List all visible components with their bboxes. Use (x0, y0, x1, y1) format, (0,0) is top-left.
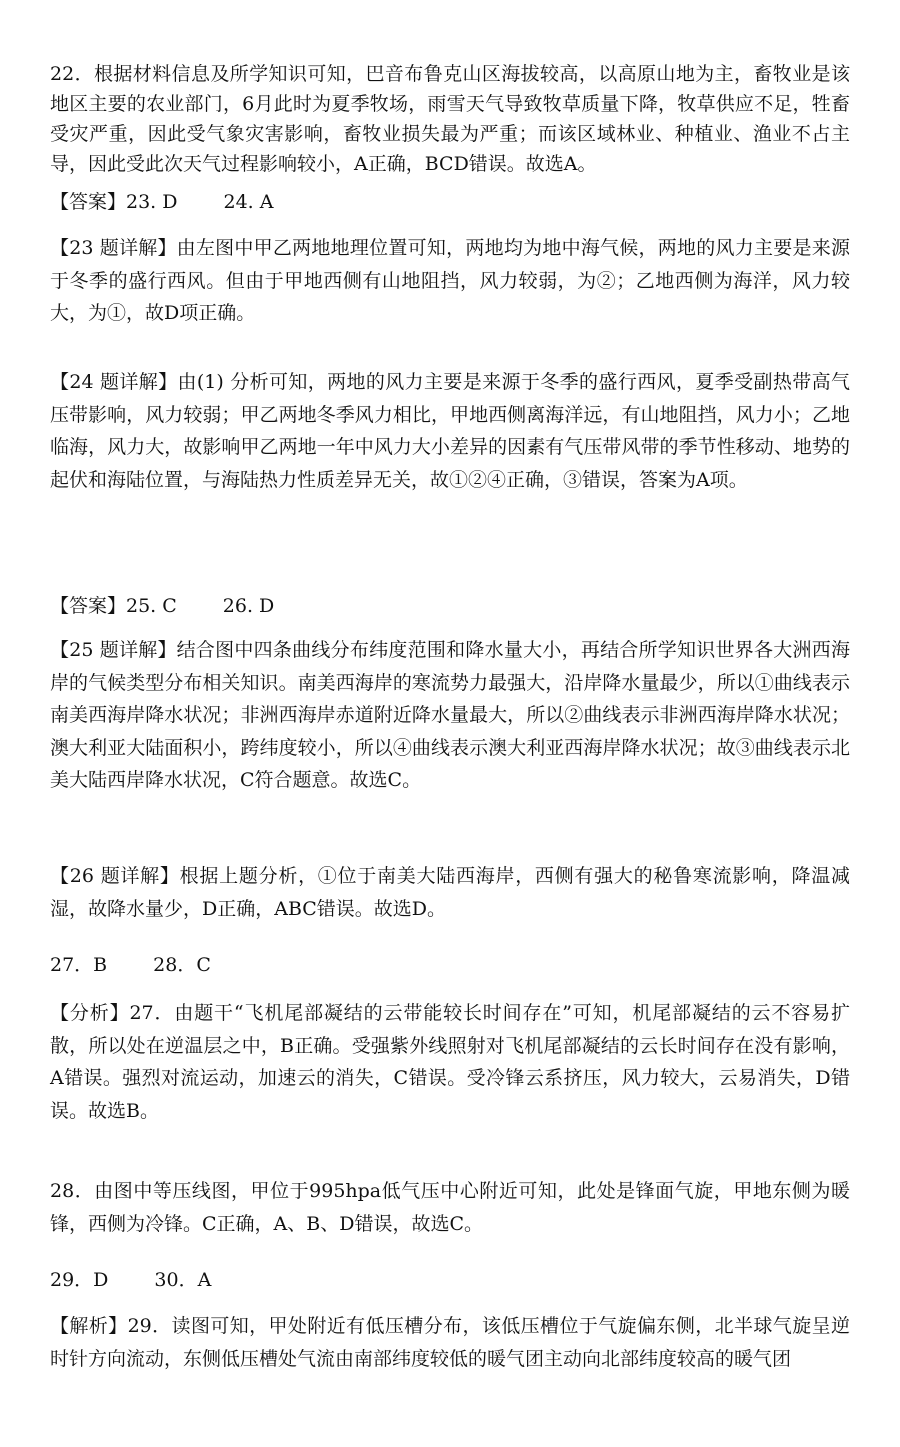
answer-line-27-28 (50, 950, 211, 980)
answer-30: 30．A (154, 1269, 212, 1291)
answer-27: 27．B (50, 954, 108, 976)
paragraph-q26-explanation: 【26 题详解】根据上题分析，①位于南美大陆西海岸，西侧有强大的秘鲁寒流影响，降温减湿，故降水量少，D正确，ABC错误。故选D。 (50, 865, 850, 920)
answer-23: 【答案】23. D (50, 191, 178, 213)
paragraph-q28-analysis: 28．由图中等压线图，甲位于995hpa低气压中心附近可知，此处是锋面气旋，甲地东侧为暖锋，西侧为冷锋。C正确，A、B、D错误，故选C。 (50, 1180, 850, 1235)
answer-26: 26. D (222, 595, 275, 617)
answer-29: 29．D (50, 1269, 109, 1291)
answer-24: 24. A (223, 191, 274, 213)
paragraph-q29-analysis: 【解析】29．读图可知，甲处附近有低压槽分布，该低压槽位于气旋偏东侧，北半球气旋呈逆时针方向流动，东侧低压槽处气流由南部纬度较低的暖气团主动向北部纬度较高的暖气团 (50, 1315, 850, 1370)
paragraph-q22: 22．根据材料信息及所学知识可知，巴音布鲁克山区海拔较高，以高原山地为主，畜牧业是该地区主要的农业部门，6月此时为夏季牧场，雨雪天气导致牧草质量下降，牧草供应不足，牲畜受灾严重，因此受气象灾害影响，畜牧业损失最为严重；而该区域林业、种植业、渔业不占主导，因此受此次天气过程影响较小，A正确，BCD错误。故选A。 (50, 63, 850, 175)
answer-25: 【答案】25. C (50, 595, 177, 617)
answer-line-29-30 (50, 1265, 211, 1295)
answer-line-23-24 (50, 187, 273, 217)
paragraph-q23-explanation: 【23 题详解】由左图中甲乙两地地理位置可知，两地均为地中海气候，两地的风力主要是来源于冬季的盛行西风。但由于甲地西侧有山地阻挡，风力较弱，为②；乙地西侧为海洋，风力较大，为①，故D项正确。 (50, 237, 850, 324)
answer-28: 28．C (153, 954, 211, 976)
paragraph-q24-explanation: 【24 题详解】由(1) 分析可知，两地的风力主要是来源于冬季的盛行西风，夏季受副热带高气压带影响，风力较弱；甲乙两地冬季风力相比，甲地西侧离海洋远，有山地阻挡，风力小；乙地临海，风力大，故影响甲乙两地一年中风力大小差异的因素有气压带风带的季节性移动、地势的起伏和海陆位置，与海陆热力性质差异无关，故①②④正确，③错误，答案为A项。 (50, 371, 850, 491)
paragraph-q25-explanation: 【25 题详解】结合图中四条曲线分布纬度范围和降水量大小，再结合所学知识世界各大洲西海岸的气候类型分布相关知识。南美西海岸的寒流势力最强大，沿岸降水量最少，所以①曲线表示南美西海岸降水状况；非洲西海岸赤道附近降水量最大，所以②曲线表示非洲西海岸降水状况；澳大利亚大陆面积小，跨纬度较小，所以④曲线表示澳大利亚西海岸降水状况；故③曲线表示北美大陆西岸降水状况，C符合题意。故选C。 (50, 639, 850, 791)
paragraph-q27-analysis: 【分析】27．由题干“飞机尾部凝结的云带能较长时间存在”可知，机尾部凝结的云不容易扩散，所以处在逆温层之中，B正确。受强紫外线照射对飞机尾部凝结的云长时间存在没有影响，A错误。强烈对流运动，加速云的消失，C错误。受冷锋云系挤压，风力较大，云易消失，D错误。故选B。 (50, 1002, 850, 1122)
answer-line-25-26 (50, 591, 274, 621)
